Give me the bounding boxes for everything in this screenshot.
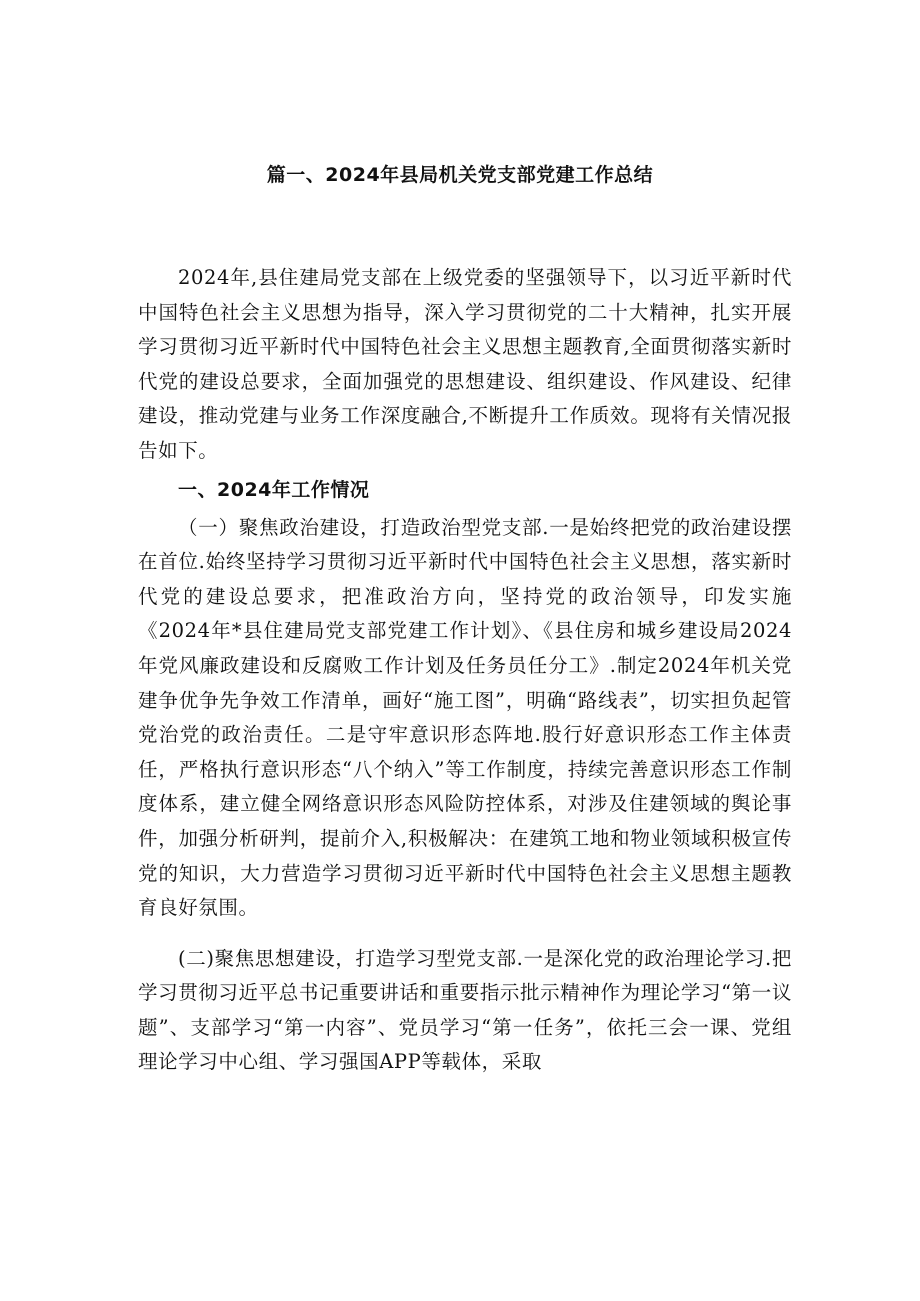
document-body — [138, 261, 792, 1080]
document-title: 篇一、2024年县局机关党支部党建工作总结 — [266, 164, 654, 186]
body-paragraph-2: (二)聚焦思想建设，打造学习型党支部.一是深化党的政治理论学习.把学习贯彻习近平总书记重要讲话和重要指示批示精神作为理论学习“第一议题”、支部学习“第一内容”、党员学习“第一任务”，依托三会一课、党组理论学习中心组、学习强国APP等载体，采取 — [138, 946, 792, 1074]
section-heading: 一、2024年工作情况 — [178, 478, 370, 501]
intro-paragraph: 2024年,县住建局党支部在上级党委的坚强领导下，以习近平新时代中国特色社会主义思想为指导，深入学习贯彻党的二十大精神，扎实开展学习贯彻习近平新时代中国特色社会主义思想主题教育,全面贯彻落实新时代党的建设总要求，全面加强党的思想建设、组织建设、作风建设、纪律建设，推动党建与业务工作深度融合,不断提升工作质效。现将有关情况报告如下。 — [138, 266, 792, 462]
body-paragraph-1: （一）聚焦政治建设，打造政治型党支部.一是始终把党的政治建设摆在首位.始终坚持学习贯彻习近平新时代中国特色社会主义思想，落实新时代党的建设总要求，把准政治方向，坚持党的政治领导，印发实施《2024年*县住建局党支部党建工作计划》、《县住房和城乡建设局2024年党风廉政建设和反腐败工作计划及任务员任分工》.制定2024年机关党建争优争先争效工作清单，画好“施工图”，明确“路线表”，切实担负起管党治党的政治责任。二是守牢意识形态阵地.股行好意识形态工作主体责任，严格执行意识形态“八个纳入”等工作制度，持续完善意识形态工作制度体系，建立健全网络意识形态风险防控体系，对涉及住建领域的舆论事件，加强分析研判，提前介入,积极解决：在建筑工地和物业领域积极宣传党的知识，大力营造学习贯彻习近平新时代中国特色社会主义思想主题教育良好氛围。 — [138, 515, 792, 920]
